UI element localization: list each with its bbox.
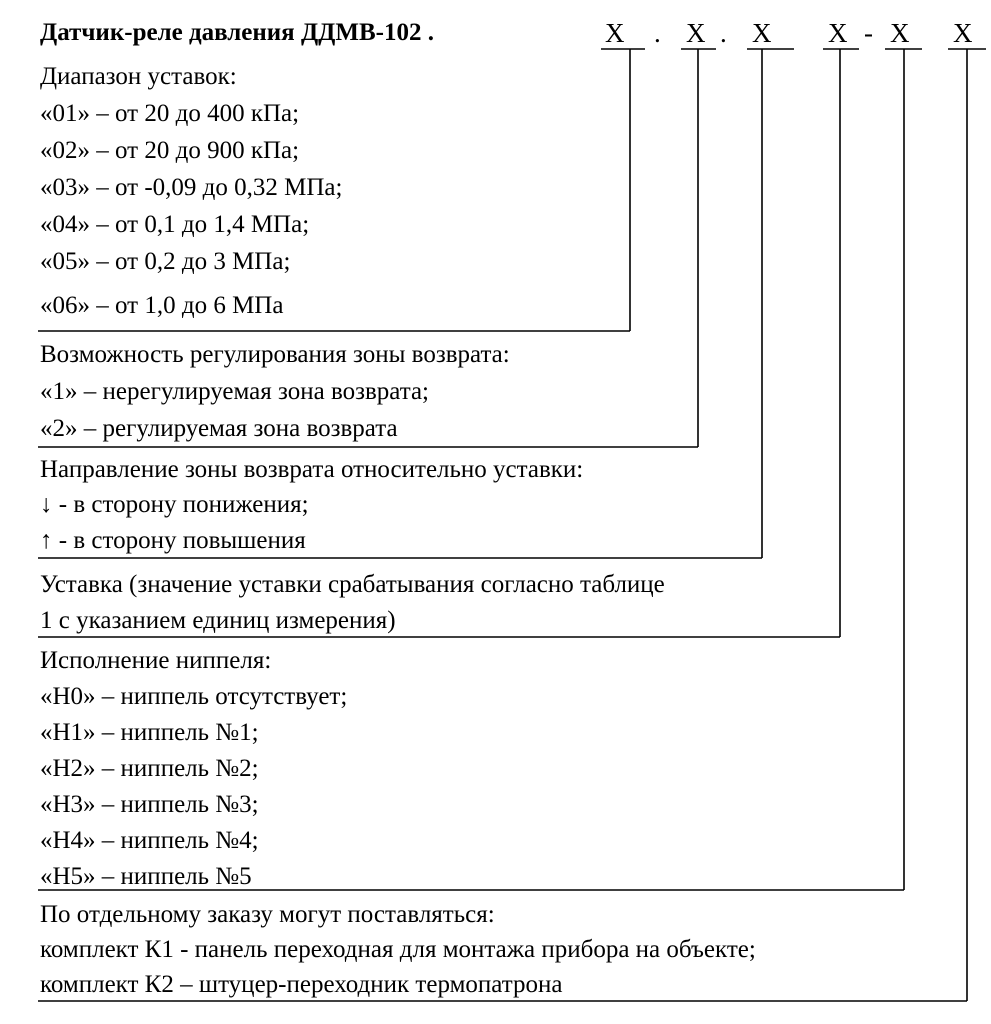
list-item: «Н2» – ниппель №2; xyxy=(40,755,259,782)
list-item: 1 с указанием единиц измерения) xyxy=(40,607,396,634)
list-item: «01» – от 20 до 400 кПа; xyxy=(40,100,300,127)
code-position-5: X xyxy=(890,18,910,48)
list-item: «Н1» – ниппель №1; xyxy=(40,719,259,746)
list-item: «05» – от 0,2 до 3 МПа; xyxy=(40,248,291,275)
code-position-4: X xyxy=(828,18,848,48)
code-separator-dot-1: . xyxy=(654,18,661,48)
list-item: «Н0» – ниппель отсутствует; xyxy=(40,683,348,710)
section-heading-setpoint-range: Диапазон уставок: xyxy=(40,63,237,90)
code-position-2: X xyxy=(686,18,706,48)
list-item: комплект К1 - панель переходная для монтажа прибора на объекте; xyxy=(40,936,756,963)
list-item: «1» – нерегулируемая зона возврата; xyxy=(40,378,430,405)
list-item: «Н5» – ниппель №5 xyxy=(40,863,252,890)
section-heading-return-zone-direction: Направление зоны возврата относительно уставки: xyxy=(40,456,584,483)
list-item: ↑ - в сторону повышения xyxy=(40,527,306,554)
list-item: «2» – регулируемая зона возврата xyxy=(40,415,398,442)
code-separator-dot-2: . xyxy=(720,18,727,48)
list-item: комплект К2 – штуцер-переходник термопатрона xyxy=(40,971,563,998)
section-heading-nipple-version: Исполнение ниппеля: xyxy=(40,647,272,674)
list-item: «06» – от 1,0 до 6 МПа xyxy=(40,292,284,319)
list-item: «Н4» – ниппель №4; xyxy=(40,827,259,854)
list-item: «04» – от 0,1 до 1,4 МПа; xyxy=(40,211,310,238)
section-heading-return-zone-adjustment: Возможность регулирования зоны возврата: xyxy=(40,341,510,368)
list-item: «Н3» – ниппель №3; xyxy=(40,791,259,818)
list-item: ↓ - в сторону понижения; xyxy=(40,491,309,518)
code-position-1: X xyxy=(605,18,625,48)
list-item: «02» – от 20 до 900 кПа; xyxy=(40,137,300,164)
code-position-3: X xyxy=(752,18,772,48)
document-title: Датчик-реле давления ДДМВ-102 . xyxy=(40,19,434,46)
code-separator-dash: - xyxy=(864,18,873,48)
code-position-6: X xyxy=(953,18,973,48)
section-heading-optional-kits: По отдельному заказу могут поставляться: xyxy=(40,901,495,928)
section-heading-setpoint-value: Уставка (значение уставки срабатывания согласно таблице xyxy=(40,571,665,598)
list-item: «03» – от -0,09 до 0,32 МПа; xyxy=(40,174,343,201)
